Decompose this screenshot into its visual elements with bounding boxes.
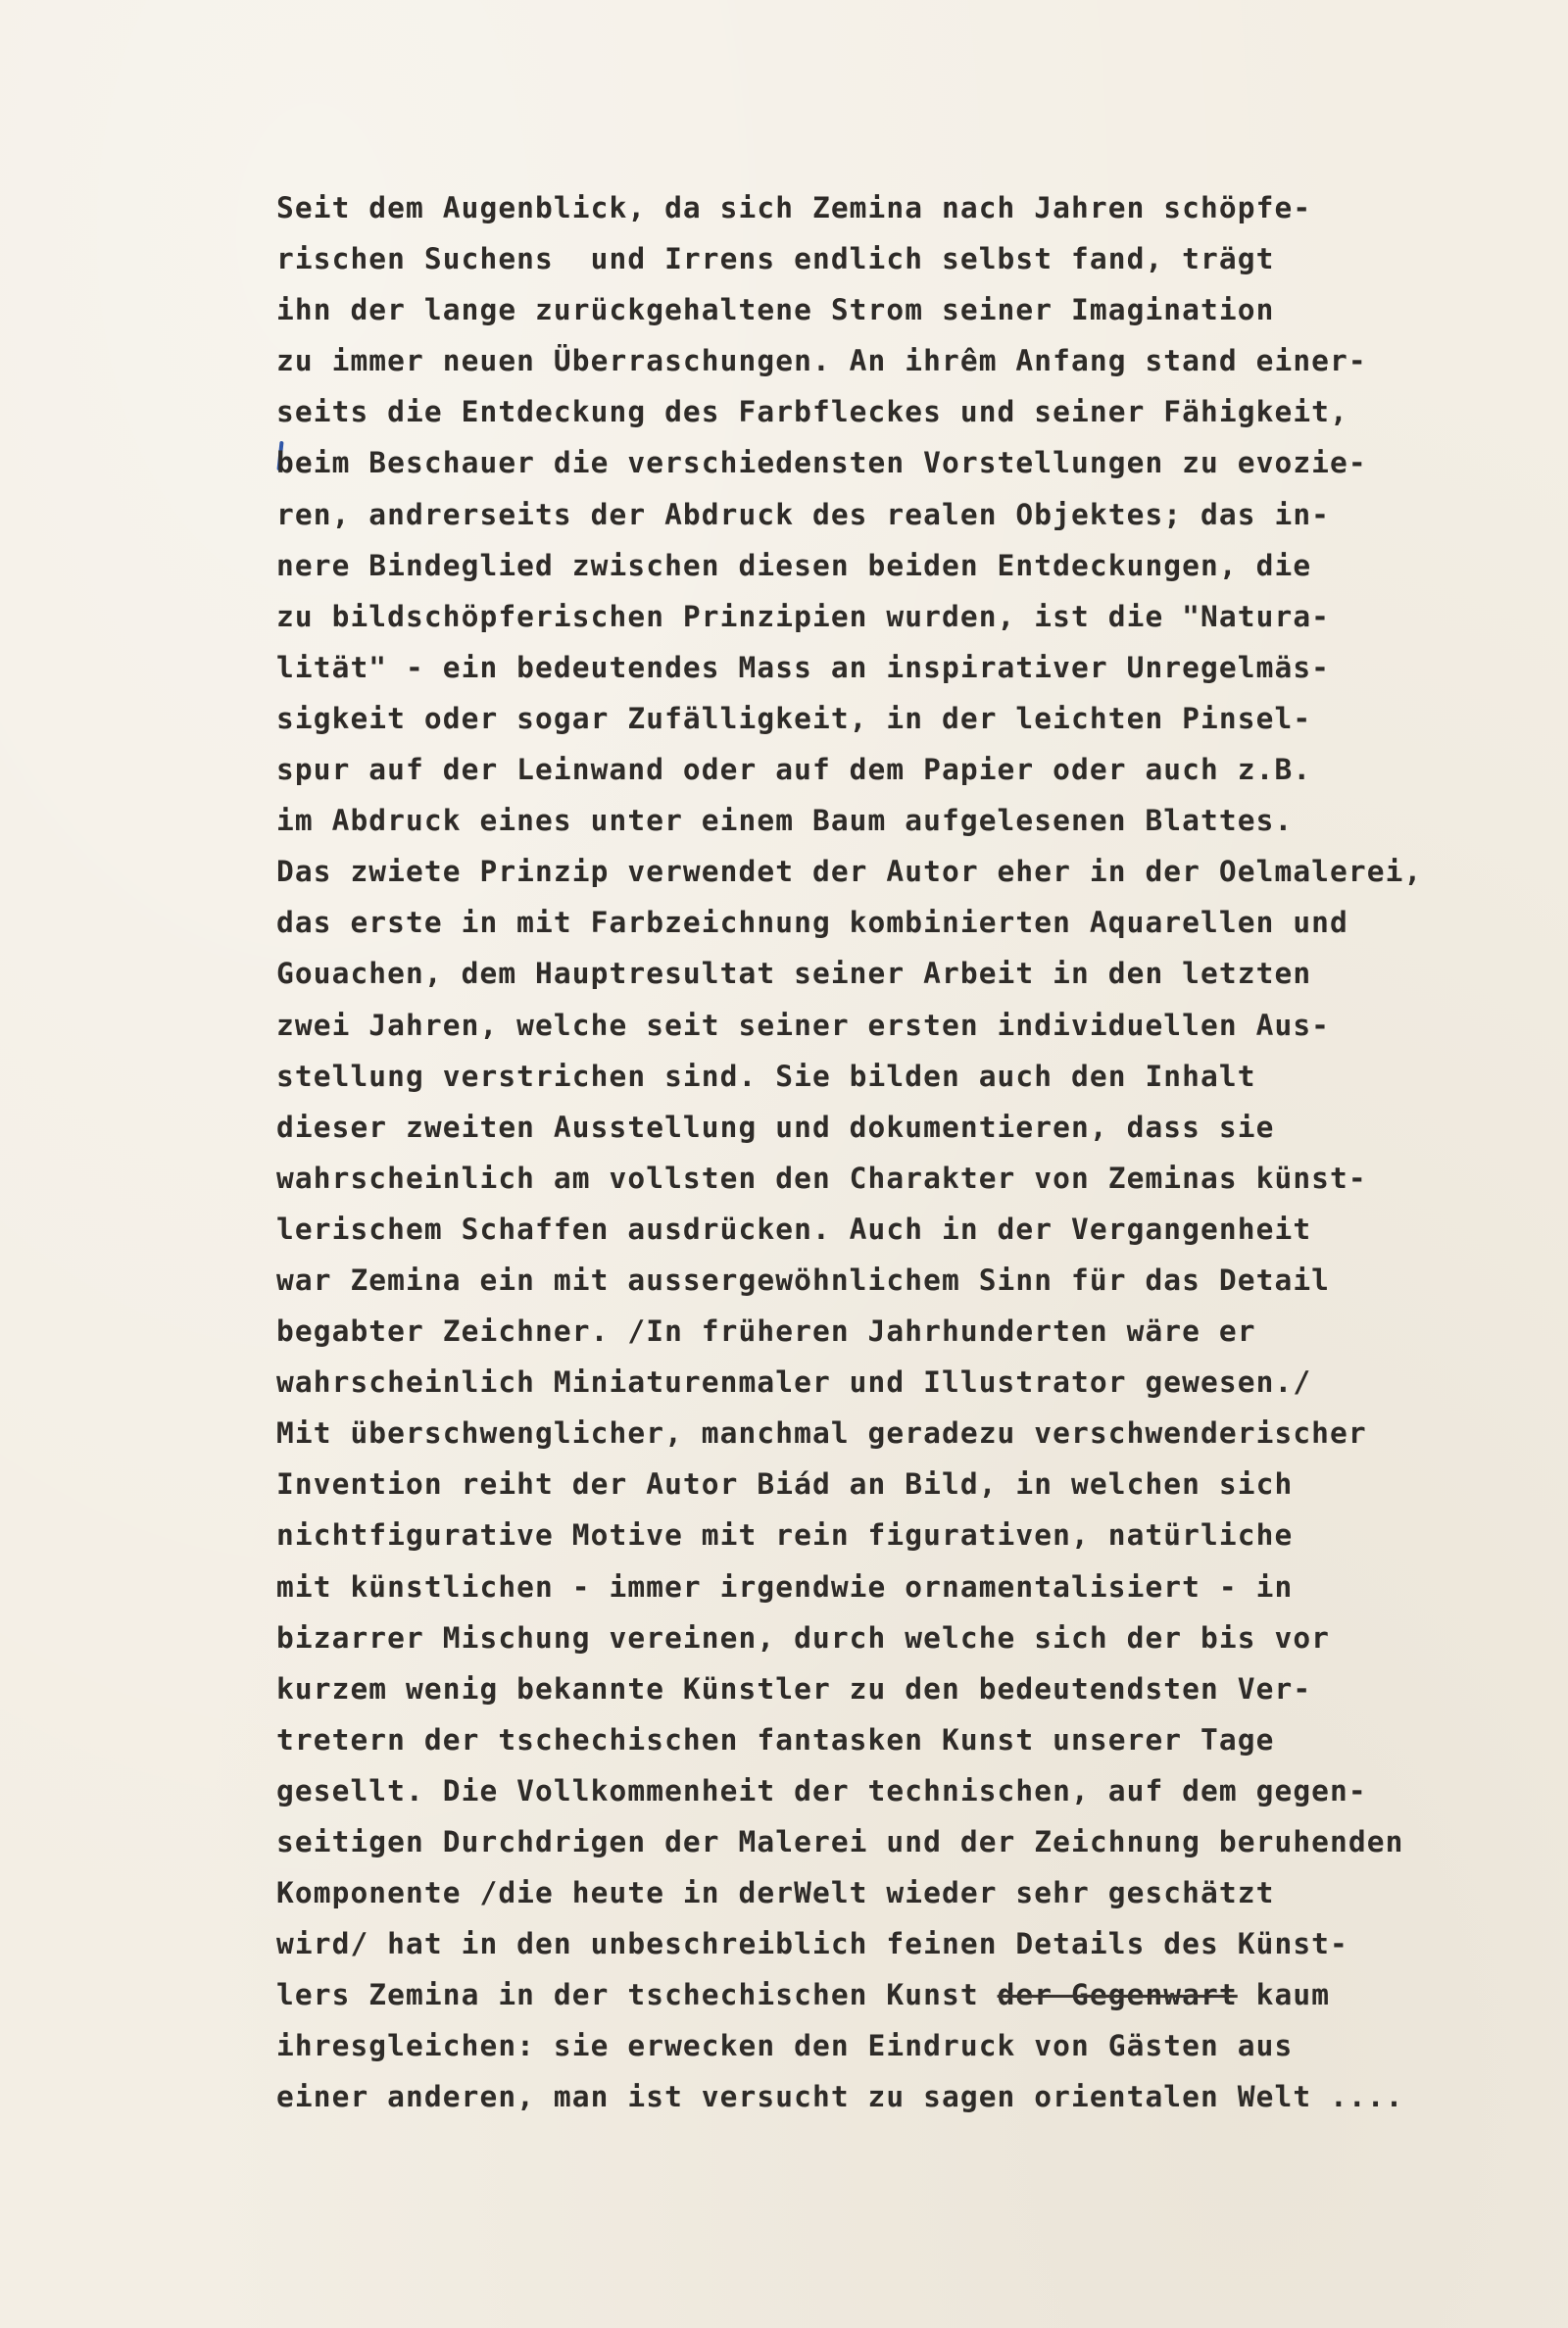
text-line: Komponente /die heute in derWelt wieder sehr geschätzt (276, 1876, 1275, 1910)
text-line: dieser zweiten Ausstellung und dokumentieren, dass sie (276, 1110, 1275, 1144)
text-line: beim Beschauer die verschiedensten Vorstellungen zu evozie- (276, 446, 1367, 480)
text-line: zu immer neuen Überraschungen. An ihrêm Anfang stand einer- (276, 344, 1367, 378)
text-line: nere Bindeglied zwischen diesen beiden Entdeckungen, die (276, 548, 1312, 582)
text-line: rischen Suchens und Irrens endlich selbst fand, trägt (276, 242, 1275, 276)
text-line: seits die Entdeckung des Farbfleckes und seiner Fähigkeit, (276, 395, 1348, 429)
text-line: das erste in mit Farbzeichnung kombinierten Aquarellen und (276, 906, 1348, 940)
text-line: spur auf der Leinwand oder auf dem Papier oder auch z.B. (276, 753, 1312, 787)
text-line: gesellt. Die Vollkommenheit der technischen, auf dem gegen- (276, 1773, 1367, 1808)
line-text-after-strike: kaum (1237, 1978, 1331, 2012)
text-line: mit künstlichen - immer irgendwie ornamentalisiert - in (276, 1569, 1294, 1604)
text-line: tretern der tschechischen fantasken Kunst unserer Tage (276, 1722, 1275, 1757)
text-line: seitigen Durchdrigen der Malerei und der Zeichnung beruhenden (276, 1825, 1404, 1858)
text-line: sigkeit oder sogar Zufälligkeit, in der leichten Pinsel- (276, 701, 1312, 735)
text-line: nichtfigurative Motive mit rein figurativen, natürliche (276, 1518, 1294, 1553)
text-line: wahrscheinlich am vollsten den Charakter von Zeminas künst- (276, 1161, 1367, 1195)
text-line: wahrscheinlich Miniaturenmaler und Illustrator gewesen./ (276, 1365, 1312, 1400)
text-line: ren, andrerseits der Abdruck des realen Objektes; das in- (276, 497, 1331, 531)
text-line: war Zemina ein mit aussergewöhnlichem Sinn für das Detail (276, 1263, 1331, 1297)
text-line: Mit überschwenglicher, manchmal geradezu verschwenderischer (276, 1416, 1367, 1451)
text-line: Invention reiht der Autor Biád an Bild, in welchen sich (276, 1467, 1294, 1502)
text-line: Das zwiete Prinzip verwendet der Autor eher in der Oelmalerei, (276, 855, 1423, 889)
text-line: stellung verstrichen sind. Sie bilden auch den Inhalt (276, 1059, 1256, 1093)
text-line: begabter Zeichner. /In früheren Jahrhunderten wäre er (276, 1314, 1256, 1349)
text-line: lität" - ein bedeutendes Mass an inspirativer Unregelmäs- (276, 650, 1331, 684)
text-line: wird/ hat in den unbeschreiblich feinen Details des Künst- (276, 1927, 1348, 1961)
text-line: Gouachen, dem Hauptresultat seiner Arbeit in den letzten (276, 957, 1312, 991)
text-line: zwei Jahren, welche seit seiner ersten individuellen Aus- (276, 1008, 1331, 1042)
text-line: lerischem Schaffen ausdrücken. Auch in der Vergangenheit (276, 1212, 1312, 1246)
text-line: Seit dem Augenblick, da sich Zemina nach Jahren schöpfe- (276, 191, 1312, 224)
text-line: kurzem wenig bekannte Künstler zu den bedeutendsten Ver- (276, 1671, 1312, 1706)
struck-through-text: der Gegenwart (997, 1978, 1238, 2012)
text-line: einer anderen, man ist versucht zu sagen orientalen Welt .... (276, 2080, 1404, 2114)
text-line: bizarrer Mischung vereinen, durch welche sich der bis vor (276, 1620, 1331, 1655)
text-line: ihn der lange zurückgehaltene Strom seiner Imagination (276, 293, 1275, 327)
text-line: ihresgleichen: sie erwecken den Eindruck von Gästen aus (276, 2029, 1294, 2063)
text-line: zu bildschöpferischen Prinzipien wurden, ist die "Natura- (276, 599, 1331, 633)
text-line: im Abdruck eines unter einem Baum aufgelesenen Blattes. (276, 804, 1294, 838)
typewritten-text (276, 182, 1531, 2123)
line-text-before-strike: lers Zemina in der tschechischen Kunst (276, 1978, 998, 2012)
text-line-with-strikethrough (276, 1969, 1531, 2020)
